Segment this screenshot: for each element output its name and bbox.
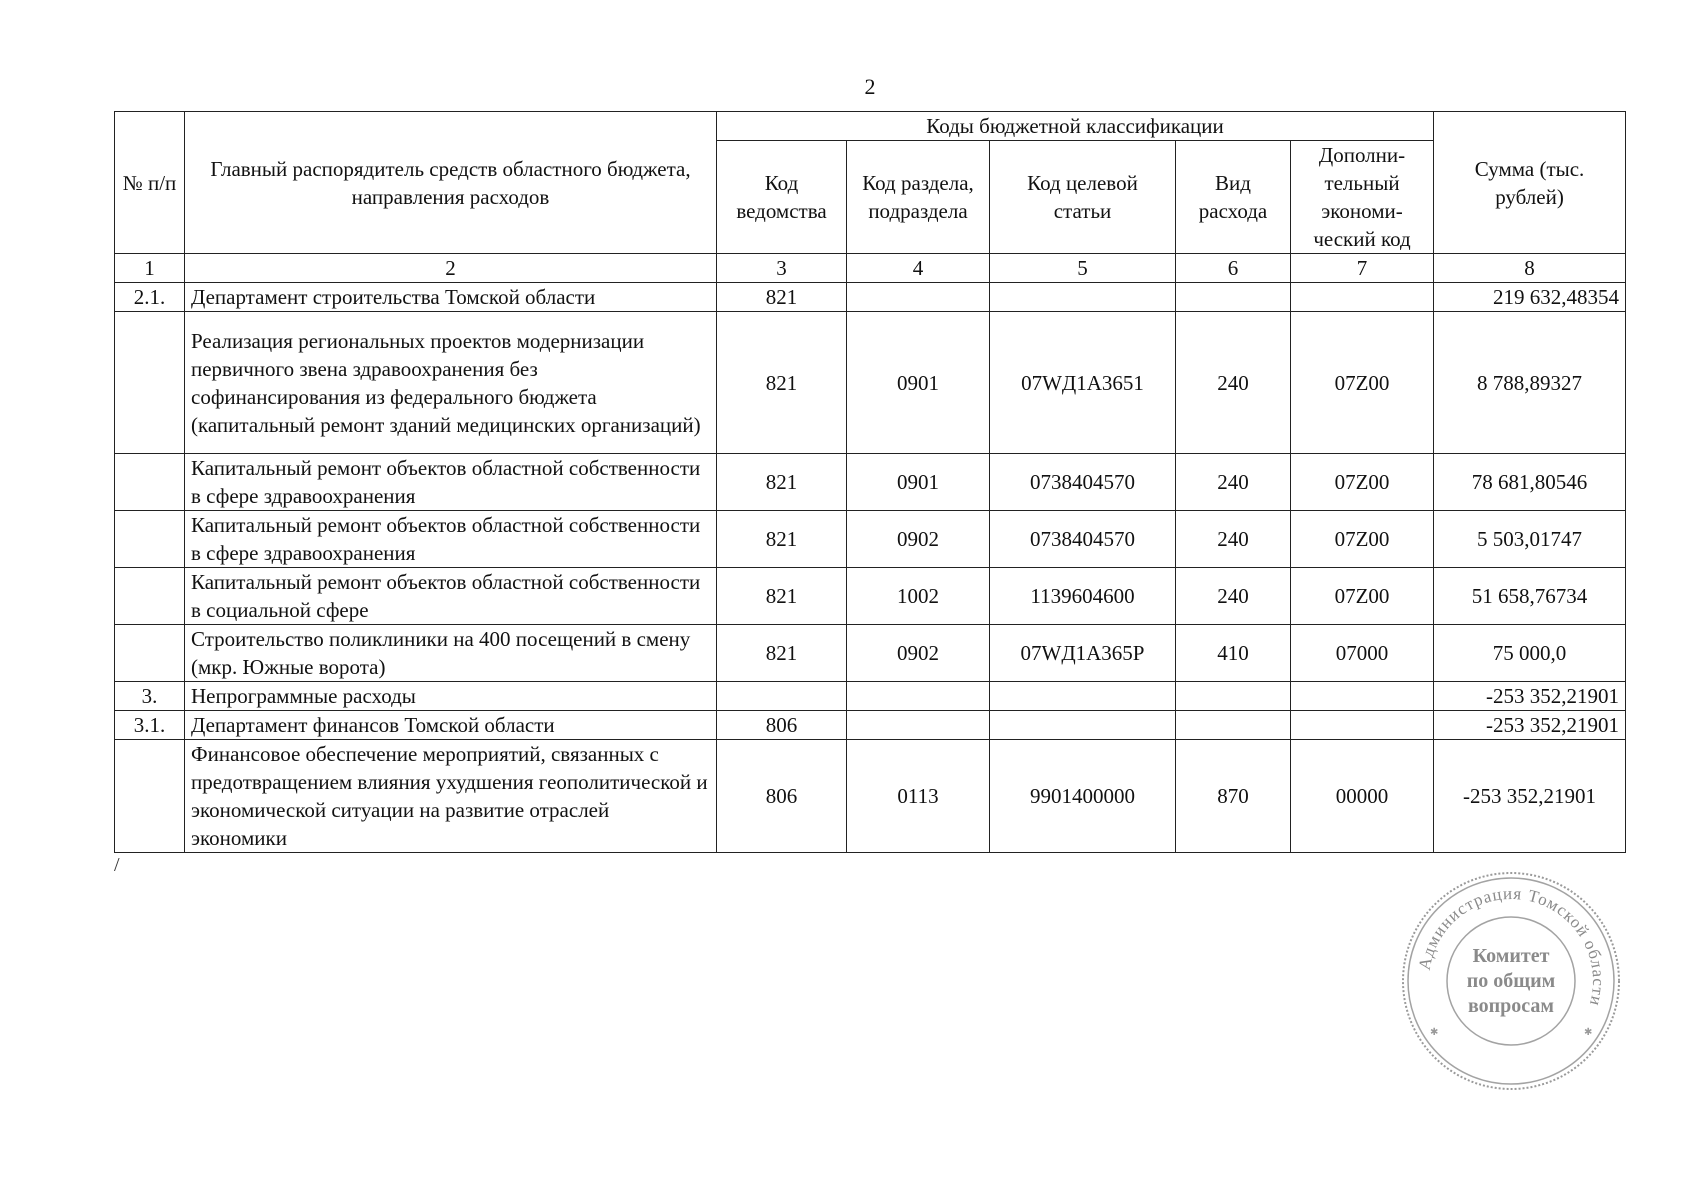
footnote-mark: / (114, 854, 120, 876)
row-dept: 821 (717, 625, 847, 682)
row-sum: 75 000,0 (1434, 625, 1626, 682)
row-target: 07WД1А365Р (990, 625, 1176, 682)
row-num: 3.1. (115, 711, 185, 740)
header-code-target: Код целевой статьи (990, 141, 1176, 254)
row-target (990, 682, 1176, 711)
row-extra (1291, 711, 1434, 740)
row-name: Капитальный ремонт объектов областной собственности в социальной сфере (185, 568, 717, 625)
row-type: 240 (1176, 454, 1291, 511)
row-sum: 219 632,48354 (1434, 283, 1626, 312)
column-number: 6 (1176, 254, 1291, 283)
row-dept: 806 (717, 711, 847, 740)
table-row (115, 682, 1626, 711)
header-group: Коды бюджетной классификации (717, 112, 1434, 141)
row-num (115, 740, 185, 853)
column-number: 4 (847, 254, 990, 283)
row-sum: -253 352,21901 (1434, 682, 1626, 711)
header-num: № п/п (115, 112, 185, 254)
row-extra: 00000 (1291, 740, 1434, 853)
row-name: Департамент финансов Томской области (185, 711, 717, 740)
row-num: 2.1. (115, 283, 185, 312)
row-section: 0901 (847, 454, 990, 511)
row-num (115, 312, 185, 454)
row-target: 07WД1А3651 (990, 312, 1176, 454)
row-type: 240 (1176, 312, 1291, 454)
table-row (115, 283, 1626, 312)
row-type (1176, 711, 1291, 740)
row-num (115, 568, 185, 625)
row-section: 1002 (847, 568, 990, 625)
row-dept: 806 (717, 740, 847, 853)
row-section: 0113 (847, 740, 990, 853)
stamp-star-icon: ✱ (1430, 1027, 1439, 1038)
row-target (990, 283, 1176, 312)
stamp-star-icon: ✱ (1584, 1027, 1593, 1038)
row-dept: 821 (717, 283, 847, 312)
row-extra: 07Z00 (1291, 312, 1434, 454)
row-target (990, 711, 1176, 740)
row-sum: 51 658,76734 (1434, 568, 1626, 625)
column-number: 8 (1434, 254, 1626, 283)
row-num (115, 454, 185, 511)
row-name: Капитальный ремонт объектов областной собственности в сфере здравоохранения (185, 511, 717, 568)
header-expense-type: Вид расхода (1176, 141, 1291, 254)
stamp-ring-text: Администрация Томской области (1414, 883, 1609, 1009)
row-section (847, 682, 990, 711)
row-type: 240 (1176, 568, 1291, 625)
row-type: 870 (1176, 740, 1291, 853)
header-sum: Сумма (тыс. рублей) (1434, 112, 1626, 254)
row-dept: 821 (717, 454, 847, 511)
table-row (115, 312, 1626, 454)
column-number: 1 (115, 254, 185, 283)
row-type (1176, 682, 1291, 711)
row-type: 240 (1176, 511, 1291, 568)
row-section (847, 711, 990, 740)
table-row (115, 711, 1626, 740)
row-target: 9901400000 (990, 740, 1176, 853)
row-sum: 8 788,89327 (1434, 312, 1626, 454)
row-name: Финансовое обеспечение мероприятий, связанных с предотвращением влияния ухудшения геополитической и экономической ситуации на развитие отраслей экономики (185, 740, 717, 853)
column-number: 2 (185, 254, 717, 283)
column-number: 5 (990, 254, 1176, 283)
row-num: 3. (115, 682, 185, 711)
row-extra (1291, 283, 1434, 312)
row-name: Строительство поликлиники на 400 посещений в смену (мкр. Южные ворота) (185, 625, 717, 682)
official-stamp (1400, 870, 1622, 1092)
row-extra (1291, 682, 1434, 711)
row-sum: -253 352,21901 (1434, 740, 1626, 853)
row-name: Непрограммные расходы (185, 682, 717, 711)
table-row (115, 511, 1626, 568)
table-row (115, 740, 1626, 853)
row-extra: 07000 (1291, 625, 1434, 682)
row-sum: 5 503,01747 (1434, 511, 1626, 568)
row-target: 1139604600 (990, 568, 1176, 625)
row-target: 0738404570 (990, 511, 1176, 568)
row-section: 0902 (847, 625, 990, 682)
row-num (115, 625, 185, 682)
row-sum: -253 352,21901 (1434, 711, 1626, 740)
row-extra: 07Z00 (1291, 568, 1434, 625)
row-section: 0901 (847, 312, 990, 454)
column-number: 7 (1291, 254, 1434, 283)
row-dept: 821 (717, 312, 847, 454)
budget-table (114, 111, 1626, 853)
stamp-line-3: вопросам (1467, 995, 1555, 1017)
row-type: 410 (1176, 625, 1291, 682)
row-dept (717, 682, 847, 711)
table-row (115, 625, 1626, 682)
row-extra: 07Z00 (1291, 511, 1434, 568)
row-section: 0902 (847, 511, 990, 568)
row-dept: 821 (717, 568, 847, 625)
stamp-line-1: Комитет (1472, 945, 1550, 967)
row-num (115, 511, 185, 568)
row-dept: 821 (717, 511, 847, 568)
row-extra: 07Z00 (1291, 454, 1434, 511)
stamp-line-2: по общим (1466, 970, 1556, 992)
column-number-row (115, 254, 1626, 283)
page-number: 2 (864, 74, 876, 99)
column-number: 3 (717, 254, 847, 283)
row-type (1176, 283, 1291, 312)
row-name: Департамент строительства Томской области (185, 283, 717, 312)
row-sum: 78 681,80546 (1434, 454, 1626, 511)
header-code-section: Код раздела, подраздела (847, 141, 990, 254)
header-extra-code: Дополни-тельный экономи-ческий код (1291, 141, 1434, 254)
header-code-dept: Код ведомства (717, 141, 847, 254)
table-row (115, 568, 1626, 625)
row-target: 0738404570 (990, 454, 1176, 511)
row-name: Капитальный ремонт объектов областной собственности в сфере здравоохранения (185, 454, 717, 511)
row-name: Реализация региональных проектов модернизации первичного звена здравоохранения без софинансирования из федерального бюджета (капитальный ремонт зданий медицинских организаций) (185, 312, 717, 454)
row-section (847, 283, 990, 312)
table-row (115, 454, 1626, 511)
header-main: Главный распорядитель средств областного бюджета, направления расходов (185, 112, 717, 254)
